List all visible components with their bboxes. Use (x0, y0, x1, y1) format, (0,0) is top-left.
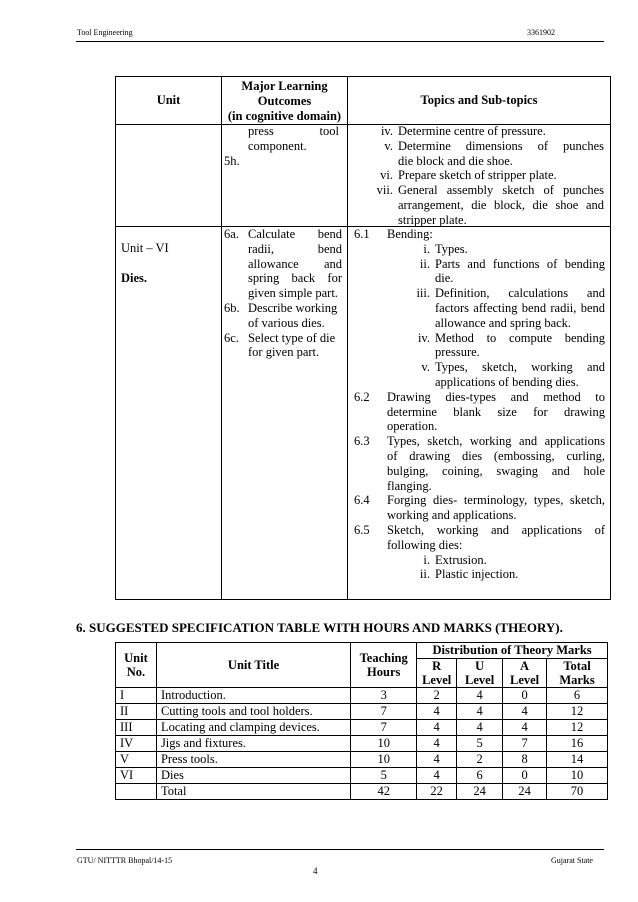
topic-item (354, 493, 605, 523)
topic-line: bulging, coining, swaging and hole (387, 463, 605, 478)
header-u-level: U Level (457, 659, 503, 688)
table-row (116, 784, 608, 800)
outcome-line: press tool (248, 124, 339, 138)
subtopic-line: pressure. (435, 345, 480, 360)
topic-text: Prepare sketch of stripper plate. (398, 168, 557, 183)
outcome-text (248, 331, 342, 361)
cell-u: 4 (457, 688, 503, 704)
cell-no: II (116, 704, 157, 720)
syllabus-table (115, 76, 611, 600)
cell-title: Dies (156, 768, 350, 784)
header-distribution: Distribution of Theory Marks (417, 643, 608, 659)
header-topics: Topics and Sub-topics (420, 93, 538, 107)
cell-hours: 7 (351, 704, 417, 720)
topic-line: Types, sketch, working and applications (387, 434, 605, 449)
table-row (116, 704, 608, 720)
topic-item (371, 183, 604, 227)
subtopic-item (387, 286, 605, 330)
cell-a: 24 (503, 784, 547, 800)
outcome-line: Describe working (248, 300, 338, 315)
subtopic-item (387, 360, 605, 390)
cell-r: 22 (417, 784, 457, 800)
outcome-line: for given part. (248, 345, 320, 360)
cell-no: III (116, 720, 157, 736)
topic-line: working and applications. (387, 508, 517, 523)
column-divider (221, 77, 222, 599)
outcome-number: 6b. (224, 300, 240, 315)
cell-hours: 42 (351, 784, 417, 800)
outcome-text (248, 301, 342, 331)
specification-table (115, 642, 608, 800)
topic-text (387, 493, 605, 523)
section-6-title: 6. SUGGESTED SPECIFICATION TABLE WITH HOURS AND MARKS (THEORY). (76, 620, 563, 635)
subtopic-text (435, 331, 605, 361)
cell-title: Press tools. (156, 752, 350, 768)
subtopic-line: factors affecting bend radii, bend (435, 300, 605, 315)
outcome-line: of various dies. (248, 315, 325, 330)
cell-hours: 10 (351, 736, 417, 752)
topic-number: iv. (380, 124, 393, 138)
cell-title: Introduction. (156, 688, 350, 704)
outcome-number: 6a. (224, 227, 239, 241)
subtopic-text: Types. (435, 241, 468, 256)
topic-item (354, 523, 605, 553)
outcome-line: allowance and (248, 256, 342, 271)
header-unit: Unit (156, 93, 181, 107)
cell-r: 4 (417, 768, 457, 784)
cell-total: 6 (547, 688, 608, 704)
outcome-item (224, 331, 342, 361)
cell-a: 0 (503, 768, 547, 784)
header-outcomes-line: Major Learning (241, 79, 328, 93)
cell-no: I (116, 688, 157, 704)
subtopic-line: allowance and spring back. (435, 315, 572, 330)
row1-outcomes (224, 124, 339, 168)
topic-line: Drawing dies-types and method to (387, 389, 605, 404)
topic-line: General assembly sketch of punches (398, 183, 604, 198)
footer-left: GTU/ NITTTR Bhopal/14-15 (77, 856, 173, 865)
header-unit-title: Unit Title (156, 643, 350, 688)
cell-hours: 3 (351, 688, 417, 704)
cell-no: IV (116, 736, 157, 752)
row2-outcomes (224, 227, 342, 360)
topic-item (371, 168, 604, 183)
subtopic-line: Types, sketch, working and (435, 360, 605, 375)
topic-line: Forging dies- terminology, types, sketch, (387, 493, 605, 508)
subtopic-line: Method to compute bending (435, 330, 605, 345)
subtopic-line: die. (435, 271, 454, 286)
subtopic-item (387, 242, 605, 257)
topic-line: operation. (387, 419, 438, 434)
cell-total: 10 (547, 768, 608, 784)
topic-number: vii. (376, 183, 393, 198)
cell-title: Jigs and fixtures. (156, 736, 350, 752)
cell-hours: 5 (351, 768, 417, 784)
cell-total: 12 (547, 704, 608, 720)
cell-u: 5 (457, 736, 503, 752)
cell-no: V (116, 752, 157, 768)
outcome-line: radii, bend (248, 241, 342, 256)
topic-text (398, 183, 604, 227)
header-total-marks: Total Marks (547, 659, 608, 688)
topic-item (371, 139, 604, 169)
topic-number: 6.1 (354, 227, 370, 241)
cell-a: 0 (503, 688, 547, 704)
topic-number: v. (384, 138, 393, 153)
table-row (116, 720, 608, 736)
subtopic-text: Plastic injection. (435, 567, 519, 582)
topic-number: 6.3 (354, 434, 370, 449)
topic-item (354, 227, 605, 242)
cell-a: 8 (503, 752, 547, 768)
subtopic-number: v. (421, 360, 430, 375)
subtopic-text (435, 257, 605, 287)
cell-a: 4 (503, 720, 547, 736)
page-number: 4 (313, 866, 318, 876)
header-rule (76, 41, 604, 42)
row1-topics (371, 124, 604, 228)
topic-number: 6.5 (354, 522, 370, 537)
topic-line: Sketch, working and applications of (387, 522, 605, 537)
outcome-text (248, 227, 342, 301)
subtopic-number: ii. (419, 567, 430, 582)
outcome-item (224, 301, 342, 331)
cell-r: 4 (417, 752, 457, 768)
topic-item (354, 434, 605, 493)
topic-number: vi. (380, 168, 393, 183)
outcome-item (224, 227, 342, 301)
table-row (116, 688, 608, 704)
cell-r: 2 (417, 688, 457, 704)
topic-text: Bending: (387, 227, 433, 241)
topic-text (387, 434, 605, 493)
topic-line: of drawing dies (embossing, curling, (387, 448, 605, 463)
topic-number: 6.2 (354, 389, 370, 404)
subtopic-number: i. (423, 552, 430, 567)
cell-u: 6 (457, 768, 503, 784)
cell-title: Total (156, 784, 350, 800)
outcome-line: Select type of die (248, 330, 336, 345)
page-header-right: 3361902 (527, 28, 555, 37)
topic-line: Determine dimensions of punches (398, 138, 604, 153)
cell-no: VI (116, 768, 157, 784)
cell-r: 4 (417, 720, 457, 736)
subtopic-list (354, 553, 605, 583)
header-teaching-hours: Teaching Hours (351, 643, 417, 688)
cell-u: 4 (457, 720, 503, 736)
subtopic-item (387, 553, 605, 568)
cell-a: 7 (503, 736, 547, 752)
topic-item (354, 390, 605, 434)
topic-line: following dies: (387, 537, 463, 552)
subtopic-text: Extrusion. (435, 552, 487, 567)
subtopic-line: Parts and functions of bending (435, 256, 605, 271)
unit-vi-label: Unit – VI (121, 241, 169, 255)
topic-number: 6.4 (354, 493, 370, 508)
topic-line: flanging. (387, 478, 432, 493)
topic-text (387, 390, 605, 434)
table-row (116, 752, 608, 768)
cell-r: 4 (417, 704, 457, 720)
table-row (116, 736, 608, 752)
cell-a: 4 (503, 704, 547, 720)
subtopic-text (435, 286, 605, 330)
topic-text: Determine centre of pressure. (398, 124, 546, 138)
footer-right: Gujarat State (551, 856, 593, 865)
subtopic-text (435, 360, 605, 390)
subtopic-list (354, 242, 605, 390)
spec-header-row (116, 643, 608, 659)
cell-total: 12 (547, 720, 608, 736)
topic-text (387, 523, 605, 553)
cell-r: 4 (417, 736, 457, 752)
cell-total: 70 (547, 784, 608, 800)
subtopic-item (387, 331, 605, 361)
unit-vi-name: Dies. (121, 271, 148, 285)
cell-no (116, 784, 157, 800)
header-a-level: A Level (503, 659, 547, 688)
topic-line: stripper plate. (398, 212, 467, 227)
cell-u: 24 (457, 784, 503, 800)
cell-title: Locating and clamping devices. (156, 720, 350, 736)
table-row (116, 768, 608, 784)
row2-topics (354, 227, 605, 582)
topic-line: die block and die shoe. (398, 153, 513, 168)
cell-title: Cutting tools and tool holders. (156, 704, 350, 720)
subtopic-number: iii. (416, 286, 430, 301)
subtopic-number: iv. (417, 330, 430, 345)
topic-text (398, 139, 604, 169)
outcome-line: 5h. (224, 153, 240, 168)
cell-u: 2 (457, 752, 503, 768)
outcome-number: 6c. (224, 330, 239, 345)
header-r-level: R Level (417, 659, 457, 688)
cell-u: 4 (457, 704, 503, 720)
subtopic-item (387, 567, 605, 582)
subtopic-number: ii. (419, 256, 430, 271)
cell-hours: 7 (351, 720, 417, 736)
column-divider (347, 77, 348, 599)
subtopic-item (387, 257, 605, 287)
spec-body (116, 688, 608, 800)
header-outcomes-line: (in cognitive domain) (227, 108, 342, 123)
cell-total: 16 (547, 736, 608, 752)
outcome-line: component. (248, 138, 307, 153)
subtopic-line: applications of bending dies. (435, 374, 579, 389)
cell-hours: 10 (351, 752, 417, 768)
cell-total: 14 (547, 752, 608, 768)
header-outcomes (222, 79, 347, 123)
header-outcomes-line: Outcomes (257, 93, 312, 108)
outcome-line: Calculate bend (248, 227, 342, 241)
outcome-line: given simple part. (248, 286, 338, 301)
topic-line: determine blank size for drawing (387, 404, 605, 419)
page-header-left: Tool Engineering (77, 28, 133, 37)
subtopic-line: Definition, calculations and (435, 286, 605, 301)
topic-item (371, 124, 604, 139)
subtopic-number: i. (423, 241, 430, 256)
footer-rule (76, 849, 604, 850)
topic-line: arrangement, die block, die shoe and (398, 197, 604, 212)
header-unit-no: Unit No. (116, 643, 157, 688)
outcome-line: spring back for (248, 271, 342, 286)
